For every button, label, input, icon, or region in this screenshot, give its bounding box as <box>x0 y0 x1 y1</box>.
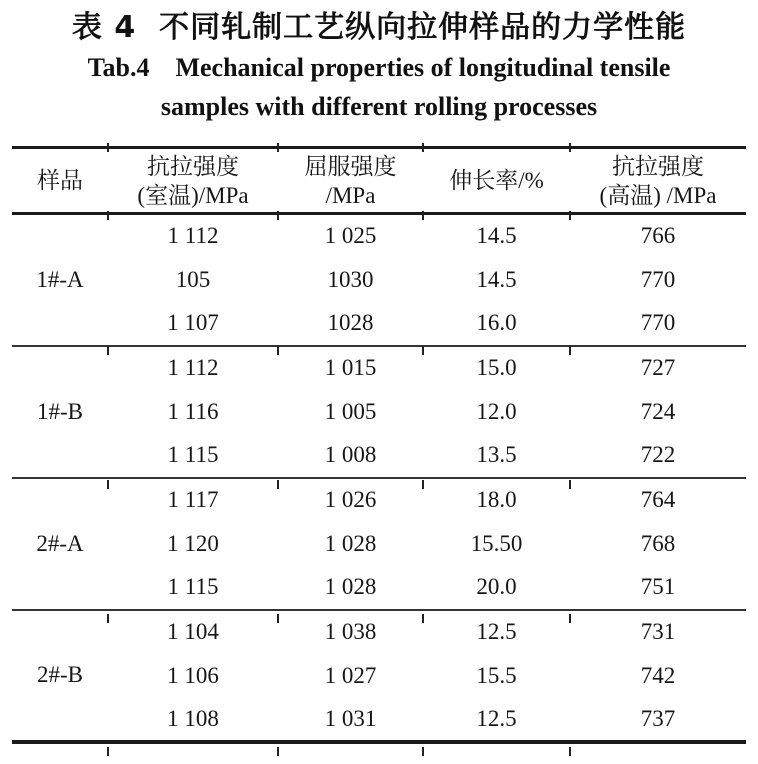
table-cell: 1030 <box>327 266 374 292</box>
header-line1: 抗拉强度 <box>147 153 239 179</box>
table-cell: 770 <box>640 310 676 335</box>
header-line1: 伸长率/% <box>449 168 544 193</box>
table-cell: 1 005 <box>324 398 377 424</box>
sample-label: 1#-B <box>37 398 83 424</box>
table-cell: 12.0 <box>476 398 517 424</box>
column-tick <box>569 480 571 489</box>
column-tick <box>107 143 109 152</box>
table-cell: 731 <box>640 619 676 644</box>
table-cell: 724 <box>640 398 676 424</box>
column-tick <box>107 480 109 489</box>
table-cell: 16.0 <box>476 310 517 335</box>
column-tick <box>569 211 571 220</box>
mechanical-properties-table <box>12 146 746 744</box>
table-cell: 18.0 <box>476 487 517 512</box>
column-tick <box>422 143 424 152</box>
table-cell: 727 <box>640 355 676 380</box>
column-tick <box>569 747 571 756</box>
table-row <box>12 346 746 390</box>
table-row <box>12 698 746 742</box>
column-header-sample <box>12 148 108 214</box>
table-cell: 1 008 <box>324 442 377 467</box>
table-cell: 1 117 <box>167 487 219 512</box>
sample-label: 1#-A <box>36 266 84 292</box>
header-line2: /MPa <box>325 182 376 208</box>
sample-group-1A <box>12 214 746 346</box>
column-tick <box>422 480 424 489</box>
table-cell: 15.0 <box>476 355 517 380</box>
table-cell: 20.0 <box>476 574 517 599</box>
table-header-row <box>12 148 746 214</box>
table-cell: 1 026 <box>324 487 377 512</box>
table-cell: 1 120 <box>167 530 219 556</box>
table-cell: 751 <box>640 574 676 599</box>
column-tick <box>422 747 424 756</box>
header-line2: (高温) /MPa <box>599 182 717 208</box>
table-row <box>12 654 746 698</box>
table-cell: 1 115 <box>167 442 219 467</box>
table-cell: 1 027 <box>324 662 377 688</box>
column-tick <box>277 211 279 220</box>
header-line1: 样品 <box>37 168 83 193</box>
column-tick <box>569 614 571 623</box>
table-cell: 1 107 <box>167 310 219 335</box>
table-cell: 12.5 <box>476 705 517 731</box>
table-cell: 737 <box>640 705 676 731</box>
table-row <box>12 214 746 258</box>
column-tick <box>422 211 424 220</box>
table-title-english-line1: Tab.4 Mechanical properties of longitudinal tensile <box>87 53 671 82</box>
column-header-yield-strength <box>278 148 423 214</box>
table-cell: 1028 <box>327 310 374 335</box>
column-tick <box>277 480 279 489</box>
column-header-tensile-strength-high-temp <box>570 148 746 214</box>
column-header-elongation <box>423 148 570 214</box>
column-tick <box>277 614 279 623</box>
sample-group-2A <box>12 478 746 610</box>
table-row <box>12 478 746 522</box>
header-line1: 抗拉强度 <box>612 153 704 179</box>
table-cell: 722 <box>640 442 676 467</box>
column-header-tensile-strength-room <box>108 148 278 214</box>
header-line1: 屈服强度 <box>304 153 397 179</box>
table-cell: 1 025 <box>324 223 377 249</box>
table-cell: 742 <box>640 662 676 688</box>
table-cell: 1 108 <box>167 705 219 731</box>
table-cell: 1 031 <box>324 705 377 731</box>
table-cell: 14.5 <box>476 223 517 249</box>
header-line2: (室温)/MPa <box>137 182 249 208</box>
column-tick <box>569 346 571 355</box>
table-row <box>12 302 746 346</box>
table-cell: 1 115 <box>167 574 219 599</box>
table-cell: 1 104 <box>167 619 219 644</box>
table-cell: 15.5 <box>476 662 517 688</box>
sample-label: 2#-B <box>37 662 83 687</box>
table-row <box>12 390 746 434</box>
table-row <box>12 522 746 566</box>
table-cell: 13.5 <box>476 442 517 467</box>
column-tick <box>107 211 109 220</box>
table-cell: 14.5 <box>476 266 517 292</box>
table-cell: 770 <box>640 266 676 292</box>
table-cell: 1 112 <box>167 355 219 380</box>
column-tick <box>277 143 279 152</box>
column-tick <box>569 143 571 152</box>
table-cell: 15.50 <box>470 530 523 556</box>
column-tick <box>107 346 109 355</box>
column-tick <box>107 614 109 623</box>
column-tick <box>422 614 424 623</box>
sample-group-1B <box>12 346 746 478</box>
table-row <box>12 258 746 302</box>
table-cell: 1 015 <box>324 355 377 380</box>
table-row <box>12 566 746 610</box>
column-tick <box>422 346 424 355</box>
table-title-english-line2: samples with different rolling processes <box>160 92 598 121</box>
table-row <box>12 434 746 478</box>
table-cell: 1 106 <box>167 662 219 688</box>
sample-label: 2#-A <box>36 530 84 556</box>
column-tick <box>277 346 279 355</box>
table-cell: 1 028 <box>324 574 377 599</box>
table-cell: 766 <box>640 223 676 249</box>
table-cell: 1 112 <box>167 223 219 249</box>
table-cell: 12.5 <box>476 619 517 644</box>
sample-group-2B <box>12 610 746 742</box>
table-title-chinese: 表 4 不同轧制工艺纵向拉伸样品的力学性能 <box>71 10 687 45</box>
column-tick <box>107 747 109 756</box>
table-cell: 764 <box>640 487 676 512</box>
column-tick <box>277 747 279 756</box>
table-cell: 1 028 <box>324 530 377 556</box>
mechanical-properties-table-wrap <box>12 146 746 744</box>
table-cell: 768 <box>640 530 676 556</box>
table-row <box>12 610 746 654</box>
table-cell: 105 <box>175 266 211 292</box>
table-cell: 1 038 <box>324 619 377 644</box>
table-cell: 1 116 <box>167 398 219 424</box>
